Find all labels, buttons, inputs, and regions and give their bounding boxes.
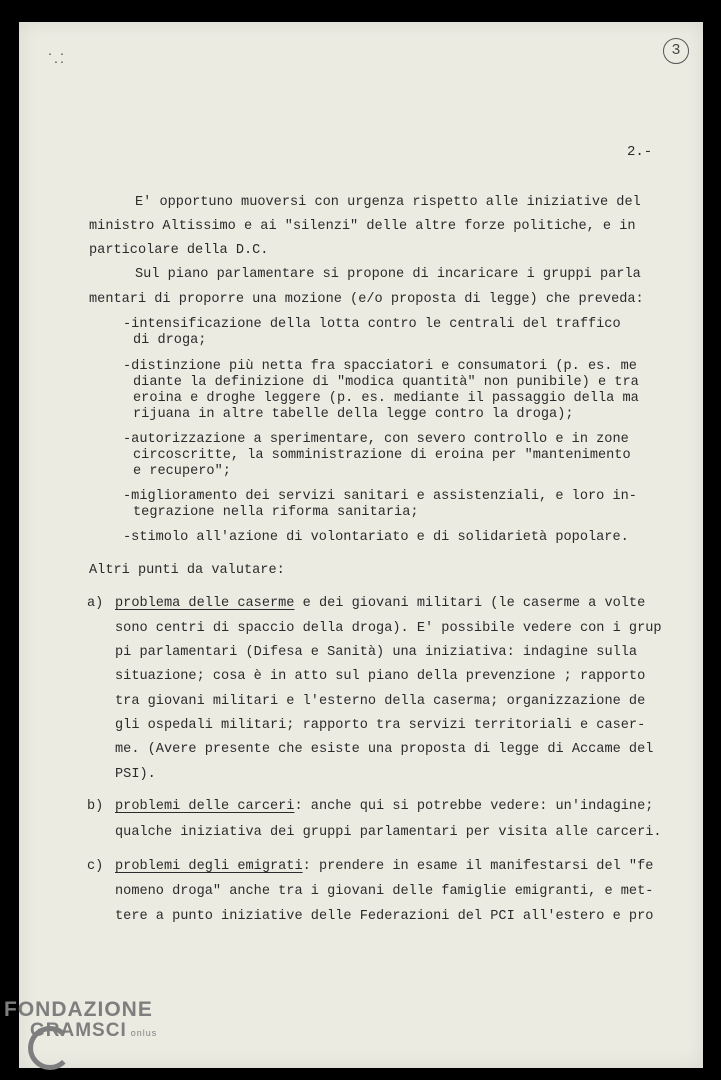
text-line: tegrazione nella riforma sanitaria; [133, 505, 419, 520]
text-span: : anche qui si potrebbe vedere: un'indagine; [294, 799, 654, 814]
text-line: particolare della D.C. [89, 243, 269, 258]
text-line: me. (Avere presente che esiste una proposta di legge di Accame del [115, 742, 654, 757]
text-line: di droga; [133, 333, 207, 348]
text-line: Altri punti da valutare: [89, 563, 285, 578]
text-line: ministro Altissimo e ai "silenzi" delle altre forze politiche, e in [89, 219, 636, 234]
paper-specks: · · ·· [47, 50, 66, 69]
document-page [19, 22, 703, 1068]
text-line: e recupero"; [133, 464, 231, 479]
text-line: -miglioramento dei servizi sanitari e assistenziali, e loro in- [123, 489, 637, 504]
text-line: tra giovani militari e l'esterno della caserma; organizzazione de [115, 694, 646, 709]
text-line: PSI). [115, 767, 156, 782]
list-item-b-title: problemi delle carceri [115, 799, 295, 814]
text-span: : prendere in esame il manifestarsi del "fe [302, 859, 654, 874]
list-item-a-title: problema delle caserme [115, 596, 295, 611]
list-marker-c: c) [87, 859, 104, 874]
list-marker-a: a) [87, 596, 104, 611]
text-span: e dei giovani militari (le caserme a volte [294, 596, 646, 611]
list-item-b-first-line [115, 799, 653, 814]
text-line: sono centri di spaccio della droga). E' possibile vedere con i grup [115, 621, 662, 636]
text-line: diante la definizione di "modica quantità" non punibile) e tra [133, 375, 639, 390]
text-line: nomeno droga" anche tra i giovani delle famiglie emigranti, e met- [115, 884, 654, 899]
text-line: tere a punto iniziative delle Federazioni del PCI all'estero e pro [115, 909, 654, 924]
list-item-c-title: problemi degli emigrati [115, 859, 303, 874]
text-line: eroina e droghe leggere (p. es. mediante il passaggio della ma [133, 391, 639, 406]
text-line: Sul piano parlamentare si propone di incaricare i gruppi parla [135, 267, 641, 282]
list-item-c-first-line [115, 859, 653, 874]
watermark-line-2 [30, 1020, 157, 1042]
watermark-onlus: onlus [130, 1028, 158, 1038]
text-line: -intensificazione della lotta contro le centrali del traffico [123, 317, 621, 332]
list-marker-b: b) [87, 799, 104, 814]
text-line: gli ospedali militari; rapporto tra servizi territoriali e caser- [115, 718, 646, 733]
page-stamp: 3 [663, 38, 689, 64]
text-line: mentari di proporre una mozione (e/o proposta di legge) che preveda: [89, 292, 644, 307]
text-line: qualche iniziativa dei gruppi parlamentari per visita alle carceri. [115, 825, 662, 840]
text-line: rijuana in altre tabelle della legge contro la droga); [133, 407, 574, 422]
text-line: -autorizzazione a sperimentare, con severo controllo e in zone [123, 432, 629, 447]
text-line: situazione; cosa è in atto sul piano della prevenzione ; rapporto [115, 669, 646, 684]
list-item-a-first-line [115, 596, 645, 611]
watermark-gramsci: GRAMSCI [30, 1020, 127, 1041]
text-line: pi parlamentari (Difesa e Sanità) una iniziativa: indagine sulla [115, 645, 638, 660]
text-line: circoscritte, la somministrazione di eroina per "mantenimento [133, 448, 631, 463]
text-line: E' opportuno muoversi con urgenza rispetto alle iniziative del [135, 195, 641, 210]
text-line: -stimolo all'azione di volontariato e di solidarietà popolare. [123, 530, 629, 545]
watermark-line-1: FONDAZIONE [4, 998, 153, 1021]
text-line: -distinzione più netta fra spacciatori e consumatori (p. es. me [123, 359, 637, 374]
watermark [4, 998, 157, 1042]
page-number: 2.- [627, 144, 653, 160]
